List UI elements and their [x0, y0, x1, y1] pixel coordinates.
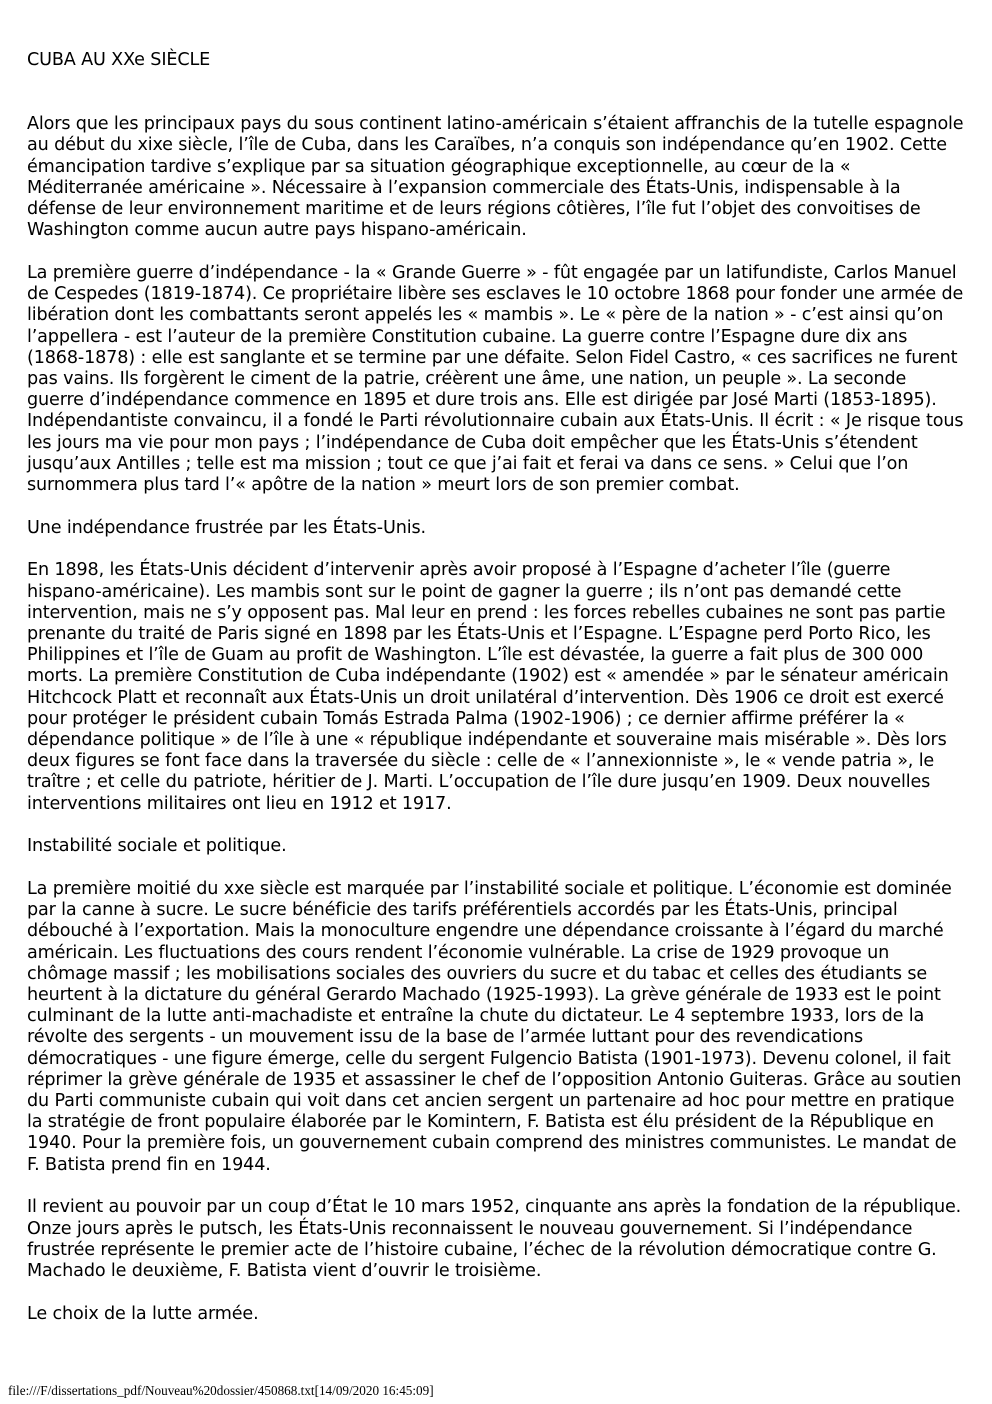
section-heading-armed-struggle: Le choix de la lutte armée.: [27, 1303, 259, 1324]
document-page: [27, 50, 967, 1346]
paragraph-batista-coup: Il revient au pouvoir par un coup d’État le 10 mars 1952, cinquante ans après la fondation de la république. Onze jours après le putsch, les États-Unis reconnaissent le nouveau gouvernement. Si l’indépendance frustrée représente le premier acte de l’histoire cubaine, l’échec de la révolution démocratique contre G. Machado le deuxième, F. Batista vient d’ouvrir le troisième.: [27, 1197, 962, 1281]
paragraph-independence-wars: La première guerre d’indépendance - la « Grande Guerre » - fût engagée par un latifundiste, Carlos Manuel de Cespedes (1819-1874). Ce propriétaire libère ses esclaves le 10 octobre 1868 pour fonder une armée de libération dont les combattants seront appelés les « mambis ». Le « père de la nation » - c’est ainsi qu’on l’appellera - est l’auteur de la première Constitution cubaine. La guerre contre l’Espagne dure dix ans (1868-1878) : elle est sanglante et se termine par une défaite. Selon Fidel Castro, « ces sacrifices ne furent pas vains. Ils forgèrent le ciment de la patrie, créèrent une âme, une nation, un peuple ». La seconde guerre d’indépendance commence en 1895 et dure trois ans. Elle est dirigée par José Marti (1853-1895). Indépendantiste convaincu, il a fondé le Parti révolutionnaire cubain aux États-Unis. Il écrit : « Je risque tous les jours ma vie pour mon pays ; l’indépendance de Cuba doit empêcher que les États-Unis s’étendent jusqu’aux Antilles ; telle est ma mission ; tout ce que j’ai fait et ferai va dans ce sens. » Celui que l’on surnommera plus tard l’« apôtre de la nation » meurt lors de son premier combat.: [27, 262, 964, 495]
paragraph-intro: Alors que les principaux pays du sous continent latino-américain s’étaient affranchis de la tutelle espagnole au début du xixe siècle, l’île de Cuba, dans les Caraïbes, n’a conquis son indépendance qu’en 1902. Cette émancipation tardive s’explique par sa situation géographique exceptionnelle, au cœur de la « Méditerranée américaine ». Nécessaire à l’expansion commerciale des États-Unis, indispensable à la défense de leur environnement maritime et de leurs régions côtières, l’île fut l’objet des convoitises de Washington comme aucun autre pays hispano-américain.: [27, 114, 964, 241]
paragraph-instability: La première moitié du xxe siècle est marquée par l’instabilité sociale et politique. L’économie est dominée par la canne à sucre. Le sucre bénéficie des tarifs préférentiels accordés par les États-Unis, principal débouché à l’exportation. Mais la monoculture engendre une dépendance croissante à l’égard du marché américain. Les fluctuations des cours rendent l’économie vulnérable. La crise de 1929 provoque un chômage massif ; les mobilisations sociales des ouvriers du sucre et du tabac et celles des étudiants se heurtent à la dictature du général Gerardo Machado (1925-1993). La grève générale de 1933 est le point culminant de la lutte anti-machadiste et entraîne la chute du dictateur. Le 4 septembre 1933, lors de la révolte des sergents - un mouvement issu de la base de l’armée luttant pour des revendications démocratiques - une figure émerge, celle du sergent Fulgencio Batista (1901-1973). Devenu colonel, il fait réprimer la grève générale de 1935 et assassiner le chef de l’opposition Antonio Guiteras. Grâce au soutien du Parti communiste cubain qui voit dans cet ancien sergent un partenaire ad hoc pour mettre en pratique la stratégie de front populaire élaborée par le Komintern, F. Batista est élu président de la République en 1940. Pour la première fois, un gouvernement cubain comprend des ministres communistes. Le mandat de F. Batista prend fin en 1944.: [27, 879, 962, 1175]
section-heading-frustrated-independence: Une indépendance frustrée par les États-Unis.: [27, 517, 426, 538]
document-title: CUBA AU XXe SIÈCLE: [27, 50, 211, 70]
section-heading-instability: Instabilité sociale et politique.: [27, 836, 287, 857]
paragraph-us-intervention: En 1898, les États-Unis décident d’intervenir après avoir proposé à l’Espagne d’acheter l’île (guerre hispano-américaine). Les mambis sont sur le point de gagner la guerre ; ils n’ont pas demandé cette intervention, mais ne s’y opposent pas. Mal leur en prend : les forces rebelles cubaines ne sont pas partie prenante du traité de Paris signé en 1898 par les États-Unis et l’Espagne. L’Espagne perd Porto Rico, les Philippines et l’île de Guam au profit de Washington. L’île est dévastée, la guerre a fait plus de 300 000 morts. La première Constitution de Cuba indépendante (1902) est « amendée » par le sénateur américain Hitchcock Platt et reconnaît aux États-Unis un droit unilatéral d’intervention. Dès 1906 ce droit est exercé pour protéger le président cubain Tomás Estrada Palma (1902-1906) ; ce dernier affirme préférer la « dépendance politique » de l’île à une « république indépendante et souveraine mais misérable ». Dès lors deux figures se font face dans la traversée du siècle : celle de « l’annexionniste », le « vende patria », le traître ; et celle du patriote, héritier de J. Marti. L’occupation de l’île dure jusqu’en 1909. Deux nouvelles interventions militaires ont lieu en 1912 et 1917.: [27, 560, 949, 814]
footer-file-path: file:///F/dissertations_pdf/Nouveau%20dossier/450868.txt[14/09/2020 16:45:09]: [8, 1383, 434, 1398]
